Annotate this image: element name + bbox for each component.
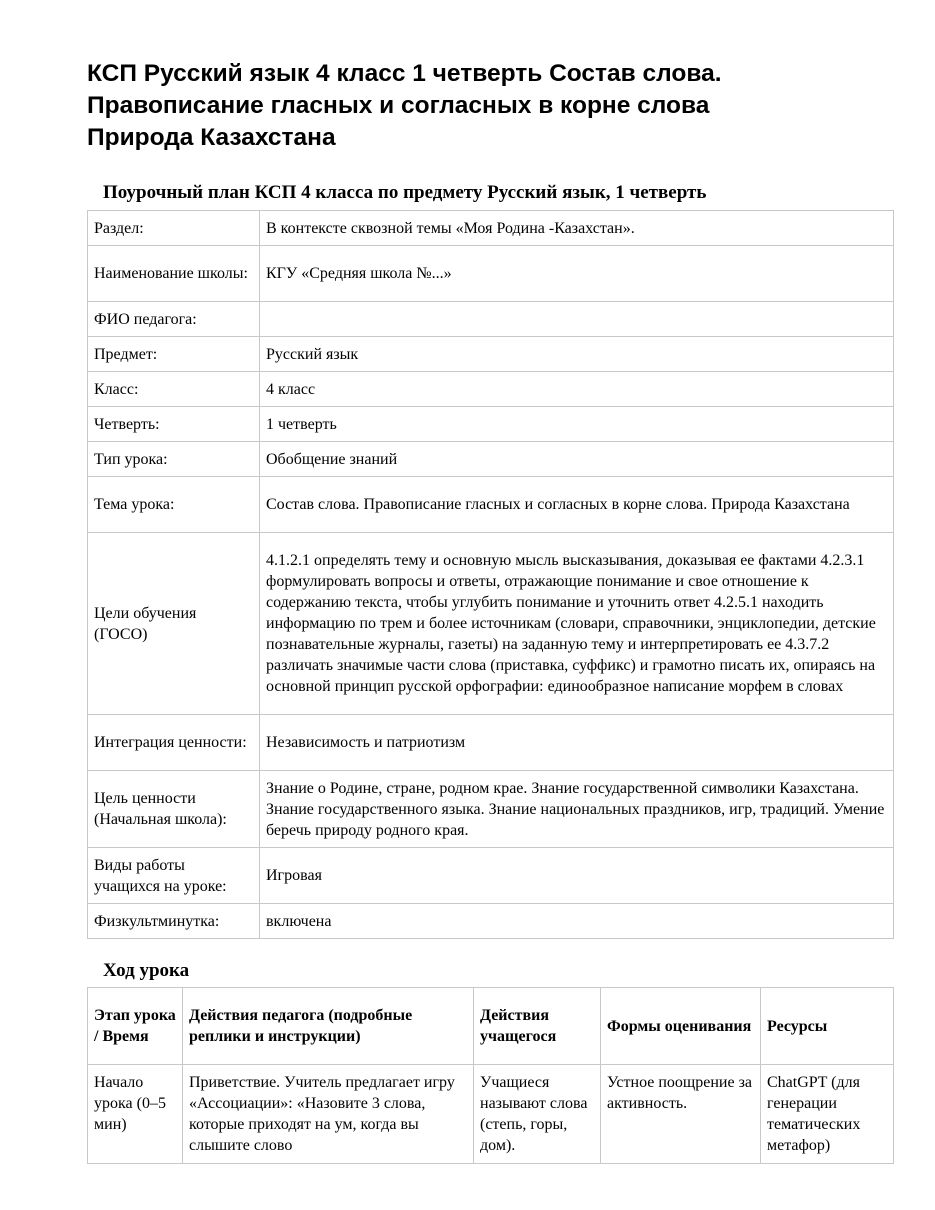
title-line: КСП Русский язык 4 класс 1 четверть Состав слова. [87,60,722,87]
row-label: Цель ценности (Начальная школа): [88,771,260,848]
row-value [260,302,894,337]
row-label: ФИО педагога: [88,302,260,337]
plan-heading: Поурочный план КСП 4 класса по предмету Русский язык, 1 четверть [103,182,707,203]
row-label: Цели обучения (ГОСО) [88,533,260,715]
table-row [88,372,894,407]
column-header: Действия педагога (подробные реплики и инструкции) [183,988,474,1065]
row-value: Игровая [260,848,894,904]
row-value: Обобщение знаний [260,442,894,477]
table-row [88,407,894,442]
row-value: Состав слова. Правописание гласных и согласных в корне слова. Природа Казахстана [260,477,894,533]
row-value: 1 четверть [260,407,894,442]
table-row [88,904,894,939]
table-row [88,442,894,477]
student-actions-cell: Учащиеся называют слова (степь, горы, дом). [474,1065,601,1164]
row-label: Предмет: [88,337,260,372]
table-row [88,848,894,904]
table-row [88,533,894,715]
table-row [88,477,894,533]
row-label: Наименование школы: [88,246,260,302]
row-value: Знание о Родине, стране, родном крае. Знание государственной символики Казахстана. Знание государственного языка. Знание национальных праздников, игр, традиций. Умение беречь природу родного края. [260,771,894,848]
column-header: Действия учащегося [474,988,601,1065]
table-row [88,246,894,302]
row-value: КГУ «Средняя школа №...» [260,246,894,302]
column-header: Этап урока / Время [88,988,183,1065]
resources-cell: ChatGPT (для генерации тематических метафор) [761,1065,894,1164]
teacher-actions-cell: Приветствие. Учитель предлагает игру «Ассоциации»: «Назовите 3 слова, которые приходят на ум, когда вы слышите слово [183,1065,474,1164]
row-label: Четверть: [88,407,260,442]
row-label: Раздел: [88,211,260,246]
document-page [87,58,893,1164]
table-row [88,211,894,246]
table-row [88,771,894,848]
column-header: Ресурсы [761,988,894,1065]
column-header: Формы оценивания [601,988,761,1065]
table-row [88,1065,894,1164]
row-label: Тема урока: [88,477,260,533]
title-line: Природа Казахстана [87,124,336,151]
stage-cell: Начало урока (0–5 мин) [88,1065,183,1164]
row-label: Интеграция ценности: [88,715,260,771]
lesson-table [87,987,894,1164]
plan-table [87,210,894,939]
document-title [87,58,893,154]
row-value: Независимость и патриотизм [260,715,894,771]
table-header-row [88,988,894,1065]
row-value: 4.1.2.1 определять тему и основную мысль высказывания, доказывая ее фактами 4.2.3.1 формулировать вопросы и ответы, отражающие понимание и свое отношение к содержанию текста, чтобы углубить понимание и уточнить ответ 4.2.5.1 находить информацию по трем и более источникам (словари, справочники, энциклопедии, детские познавательные журналы, газеты) на заданную тему и интерпретировать ее 4.3.7.2 различать значимые части слова (приставка, суффикс) и грамотно писать их, опираясь на основной принцип русской орфографии: единообразное написание морфем в словах [260,533,894,715]
table-row [88,337,894,372]
assessment-cell: Устное поощрение за активность. [601,1065,761,1164]
row-label: Класс: [88,372,260,407]
row-label: Виды работы учащихся на уроке: [88,848,260,904]
row-value: Русский язык [260,337,894,372]
table-row [88,715,894,771]
row-label: Тип урока: [88,442,260,477]
row-value: 4 класс [260,372,894,407]
row-label: Физкультминутка: [88,904,260,939]
row-value: В контексте сквозной темы «Моя Родина -Казахстан». [260,211,894,246]
row-value: включена [260,904,894,939]
title-line: Правописание гласных и согласных в корне слова [87,92,710,119]
lesson-heading: Ход урока [103,960,190,981]
table-row [88,302,894,337]
